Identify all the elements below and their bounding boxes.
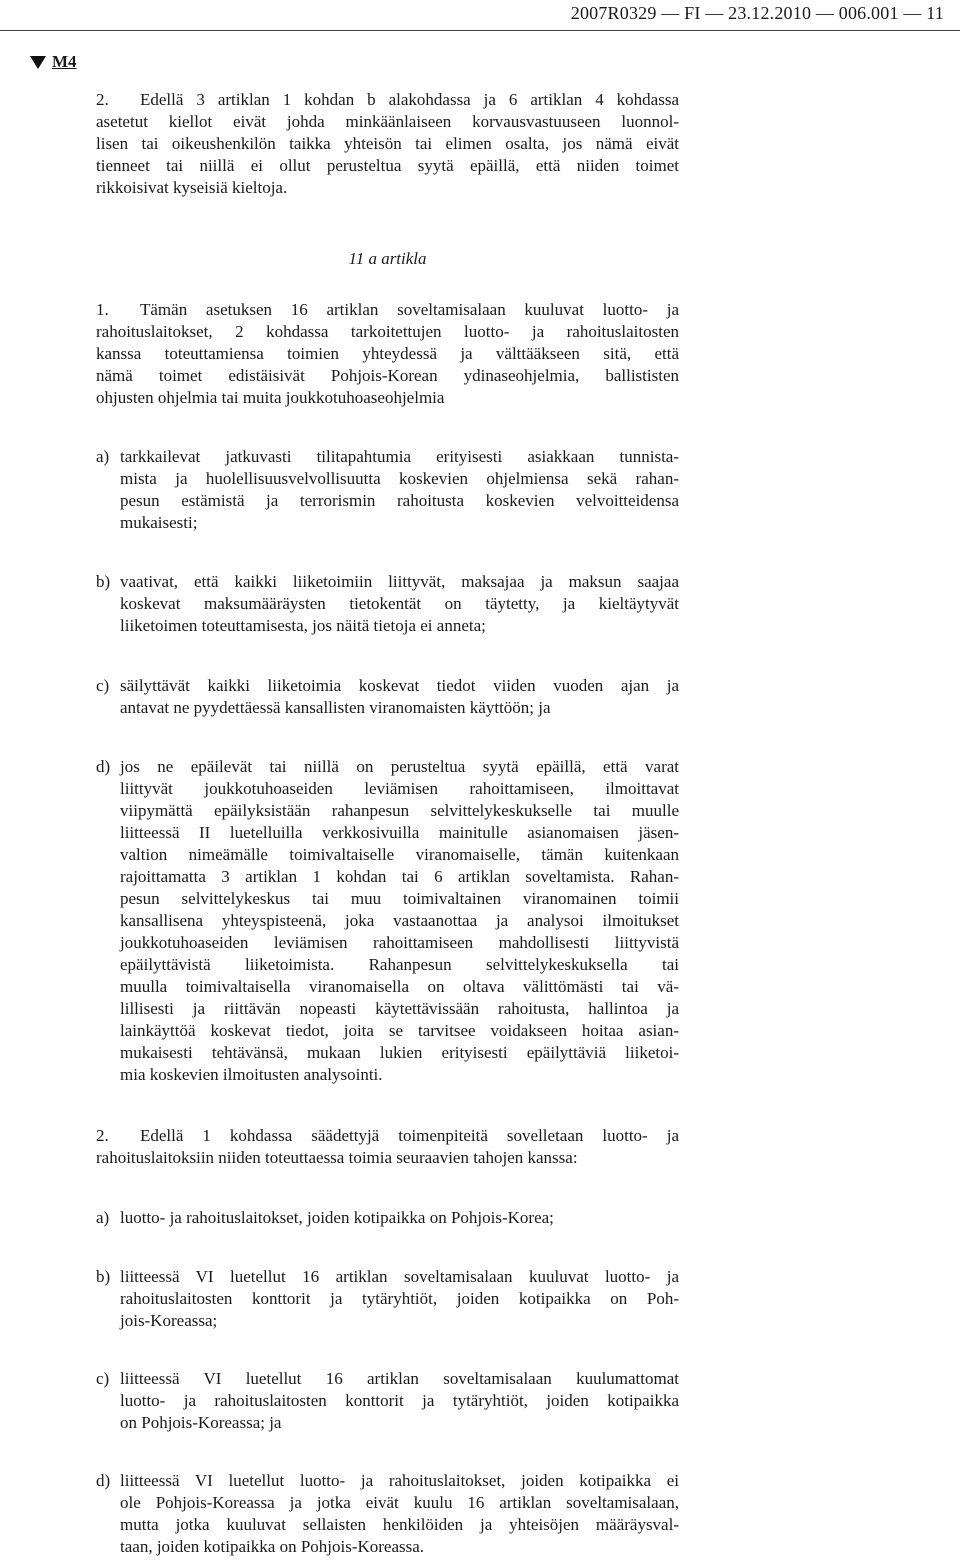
list-item-line: luotto- ja rahoituslaitosten konttorit ja tytäryhtiöt, joiden kotipaikka xyxy=(120,1391,679,1410)
list-item-line: mista ja huolellisuusvelvollisuutta koskevien ohjelmiensa sekä rahan- xyxy=(120,469,679,488)
paragraph-line: kanssa toteuttamiensa toimien yhteydessä ja välttääkseen sitä, että xyxy=(96,344,679,363)
article-heading: 11 a artikla xyxy=(348,249,427,268)
list-item-line: lillisesti ja riittävän nopeasti käytettävissään rahoitusta, hallintoa ja xyxy=(120,999,679,1018)
list-item-line: tarkkailevat jatkuvasti tilitapahtumia erityisesti asiakkaan tunnista- xyxy=(120,447,679,466)
list-item-text xyxy=(120,1266,679,1332)
list-item-line: pesun estämistä ja terrorismin rahoitusta koskevien velvoitteidensa xyxy=(120,491,679,510)
list-item-line: rahoituslaitosten konttorit ja tytäryhtiöt, joiden kotipaikka on Poh- xyxy=(120,1289,679,1308)
paragraph-line: 1. Tämän asetuksen 16 artiklan soveltamisalaan kuuluvat luotto- ja xyxy=(96,300,679,319)
list-item-line: liitteessä VI luetellut 16 artiklan soveltamisalaan kuulumattomat xyxy=(120,1369,679,1388)
paragraph-line: 2. Edellä 1 kohdassa säädettyjä toimenpiteitä sovelletaan luotto- ja xyxy=(96,1126,679,1145)
list-item-label: c) xyxy=(96,1369,110,1388)
list-item-label: b) xyxy=(96,572,111,591)
list-item-line: viipymättä epäilyksistään rahanpesun selvittelykeskukselle tai muulle xyxy=(120,801,679,820)
paragraph-line: lisen tai oikeushenkilön taikka yhteisön tai elimen osalta, jos nämä eivät xyxy=(96,134,679,153)
list-item-line: liitteessä VI luetellut luotto- ja rahoituslaitokset, joiden kotipaikka ei xyxy=(120,1471,679,1490)
paragraph-line: ohjusten ohjelmia tai muita joukkotuhoaseohjelmia xyxy=(96,388,445,407)
paragraph-line: 2. Edellä 3 artiklan 1 kohdan b alakohdassa ja 6 artiklan 4 kohdassa xyxy=(96,90,679,109)
paragraph-number: 2. xyxy=(96,1126,109,1145)
list-item-line: jos ne epäilevät tai niillä on perusteltua syytä epäillä, että varat xyxy=(120,757,679,776)
list-item-label: d) xyxy=(96,1471,111,1490)
list-item-text xyxy=(120,756,679,1086)
paragraph-line: rahoituslaitoksiin niiden toteuttaessa toimia seuraavien tahojen kanssa: xyxy=(96,1148,578,1167)
list-item-label: b) xyxy=(96,1267,111,1286)
document-reference: 2007R0329 — FI — 23.12.2010 — 006.001 — 11 xyxy=(570,3,944,23)
list-item-line: säilyttävät kaikki liiketoimia koskevat tiedot viiden vuoden ajan ja xyxy=(120,676,679,695)
list-item-line: mia koskevien ilmoitusten analysointi. xyxy=(120,1065,383,1084)
list-item-line: luotto- ja rahoituslaitokset, joiden kotipaikka on Pohjois-Korea; xyxy=(120,1208,554,1227)
list-item-label: c) xyxy=(96,676,110,695)
list-item-text xyxy=(120,1470,679,1558)
list-item-line: mutta jotka kuuluvat sellaisten henkilöiden ja yhteisöjen määräysval- xyxy=(120,1515,679,1534)
paragraph-line: rikkoisivat kyseisiä kieltoja. xyxy=(96,178,288,197)
paragraph-line: tienneet tai niillä ei ollut perusteltua syytä epäillä, että niiden toimet xyxy=(96,156,679,175)
list-item-line: ole Pohjois-Koreassa ja jotka eivät kuulu 16 artiklan soveltamisalaan, xyxy=(120,1493,679,1512)
list-item-line: kansallisena yhteyspisteenä, joka vastaanottaa ja analysoi ilmoitukset xyxy=(120,911,679,930)
list-item-label: d) xyxy=(96,757,111,776)
list-item-line: liitteessä II luetelluilla verkkosivuilla mainitulle asianomaisen jäsen- xyxy=(120,823,679,842)
list-item-line: joukkotuhoaseiden leviämisen rahoittamiseen mahdollisesti liittyvistä xyxy=(120,933,679,952)
list-item-line: epäilyttävistä liiketoimista. Rahanpesun selvittelykeskuksella tai xyxy=(120,955,679,974)
paragraph-line: nämä toimet edistäisivät Pohjois-Korean ydinaseohjelmia, ballististen xyxy=(96,366,679,385)
list-item-line: koskevat maksumääräysten tietokentät on täytetty, ja kieltäytyvät xyxy=(120,594,679,613)
paragraph-number: 2. xyxy=(96,90,109,109)
page-header xyxy=(0,0,960,31)
list-item-line: jois-Koreassa; xyxy=(120,1311,218,1330)
list-item-label: a) xyxy=(96,447,110,466)
paragraph-line: asetetut kiellot eivät johda minkäänlaiseen korvausvastuuseen luonnol- xyxy=(96,112,679,131)
list-item-line: lainkäyttöä koskevat tiedot, joita se tarvitsee voidakseen hoitaa asian- xyxy=(120,1021,679,1040)
triangle-down-icon xyxy=(30,56,46,69)
list-item-line: mukaisesti; xyxy=(120,513,198,532)
paragraph-line: rahoituslaitokset, 2 kohdassa tarkoitettujen luotto- ja rahoituslaitosten xyxy=(96,322,679,341)
paragraph-number: 1. xyxy=(96,300,109,319)
list-item-text xyxy=(120,1207,679,1229)
paragraph-1 xyxy=(96,299,679,409)
list-item-line: liittyvät joukkotuhoaseiden leviämisen rahoittamiseen, ilmoittavat xyxy=(120,779,679,798)
list-item-text xyxy=(120,446,679,534)
list-item-text xyxy=(120,571,679,637)
list-item-line: antavat ne pyydettäessä kansallisten viranomaisten käyttöön; ja xyxy=(120,698,551,717)
amendment-label: M4 xyxy=(52,52,77,71)
list-item-line: liiketoimen toteuttamisesta, jos näitä tietoja ei anneta; xyxy=(120,616,486,635)
list-item-line: rajoittamatta 3 artiklan 1 kohdan tai 6 artiklan soveltamista. Rahan- xyxy=(120,867,679,886)
list-item-text xyxy=(120,675,679,719)
list-item-line: pesun selvittelykeskus tai muu toimivaltainen viranomainen toimii xyxy=(120,889,679,908)
amendment-marker xyxy=(30,52,77,72)
list-item-line: liitteessä VI luetellut 16 artiklan soveltamisalaan kuuluvat luotto- ja xyxy=(120,1267,679,1286)
list-item-line: valtion nimeämälle toimivaltaiselle viranomaiselle, tämän kuitenkaan xyxy=(120,845,679,864)
list-item-label: a) xyxy=(96,1208,110,1227)
list-item-line: mukaisesti tehtävänsä, mukaan lukien erityisesti epäilyttäviä liiketoi- xyxy=(120,1043,679,1062)
list-item-text xyxy=(120,1368,679,1434)
list-item-line: muulla toimivaltaisella viranomaisella on oltava välittömästi tai vä- xyxy=(120,977,679,996)
paragraph-2 xyxy=(96,1125,679,1169)
list-item-line: on Pohjois-Koreassa; ja xyxy=(120,1413,282,1432)
list-item-line: taan, joiden kotipaikka on Pohjois-Koreassa. xyxy=(120,1537,425,1556)
list-item-line: vaativat, että kaikki liiketoimiin liittyvät, maksajaa ja maksun saajaa xyxy=(120,572,679,591)
paragraph-2-previous-article xyxy=(96,89,679,199)
